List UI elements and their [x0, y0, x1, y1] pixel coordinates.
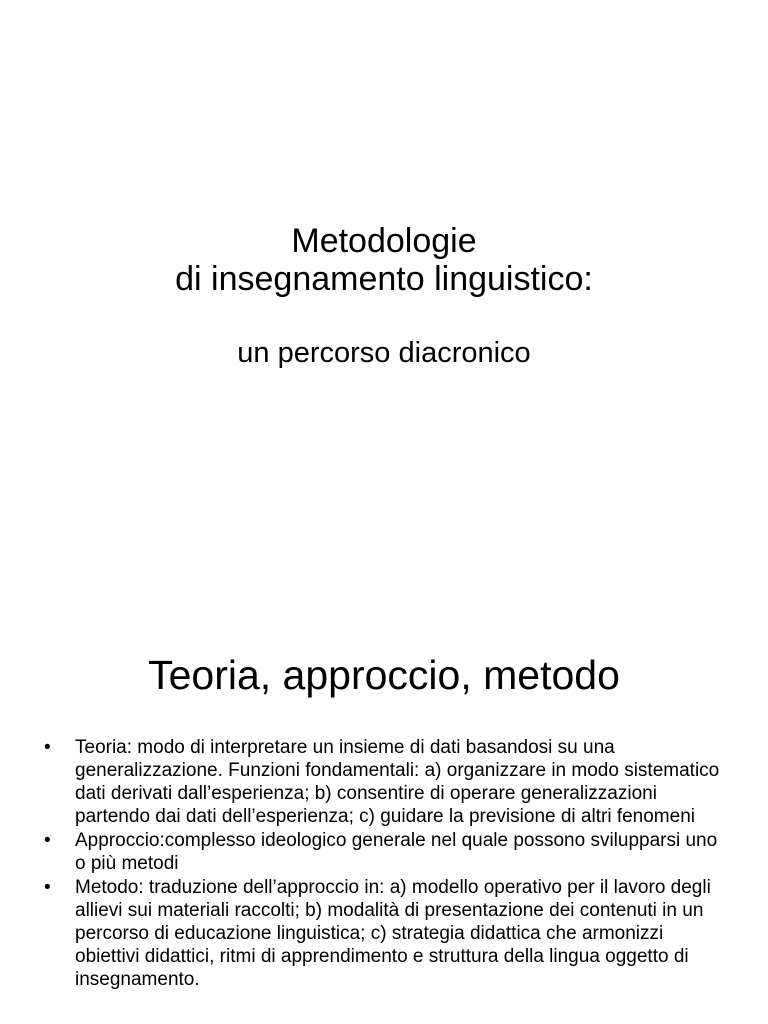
- slide-title-line-2: di insegnamento linguistico:: [175, 260, 593, 298]
- bullet-item-teoria: [40, 736, 730, 828]
- bullet-dot-icon: •: [44, 737, 51, 758]
- slide-title: [0, 222, 768, 298]
- bullet-dot-icon: •: [44, 830, 51, 851]
- bullet-item-metodo: [40, 876, 730, 991]
- bullet-list: [40, 736, 730, 992]
- content-slide-title: Teoria, approccio, metodo: [148, 652, 620, 698]
- bullet-item-approccio: [40, 829, 730, 875]
- bullet-dot-icon: •: [44, 877, 51, 898]
- bullet-text: Metodo: traduzione dell’approccio in: a) modello operativo per il lavoro degli allievi sui materiali raccolti; b) modalità di presentazione dei contenuti in un percorso di educazione linguistica; c) strategia didattica che armonizzi obiettivi didattici, ritmi di apprendimento e struttura della lingua oggetto di insegnamento.: [75, 877, 711, 990]
- content-slide: [0, 576, 768, 1024]
- slide-title-line-1: Metodologie: [291, 222, 477, 260]
- bullet-text: Teoria: modo di interpretare un insieme di dati basandosi su una generalizzazione. Funzioni fondamentali: a) organizzare in modo sistematico dati derivati dall’esperienza; b) consentire di operare generalizzazioni partendo dai dati dell’esperienza; c) guidare la previsione di altri fenomeni: [75, 737, 720, 827]
- slide-subtitle: un percorso diacronico: [237, 337, 531, 369]
- bullet-text: Approccio:complesso ideologico generale nel quale possono svilupparsi uno o più metodi: [75, 830, 718, 874]
